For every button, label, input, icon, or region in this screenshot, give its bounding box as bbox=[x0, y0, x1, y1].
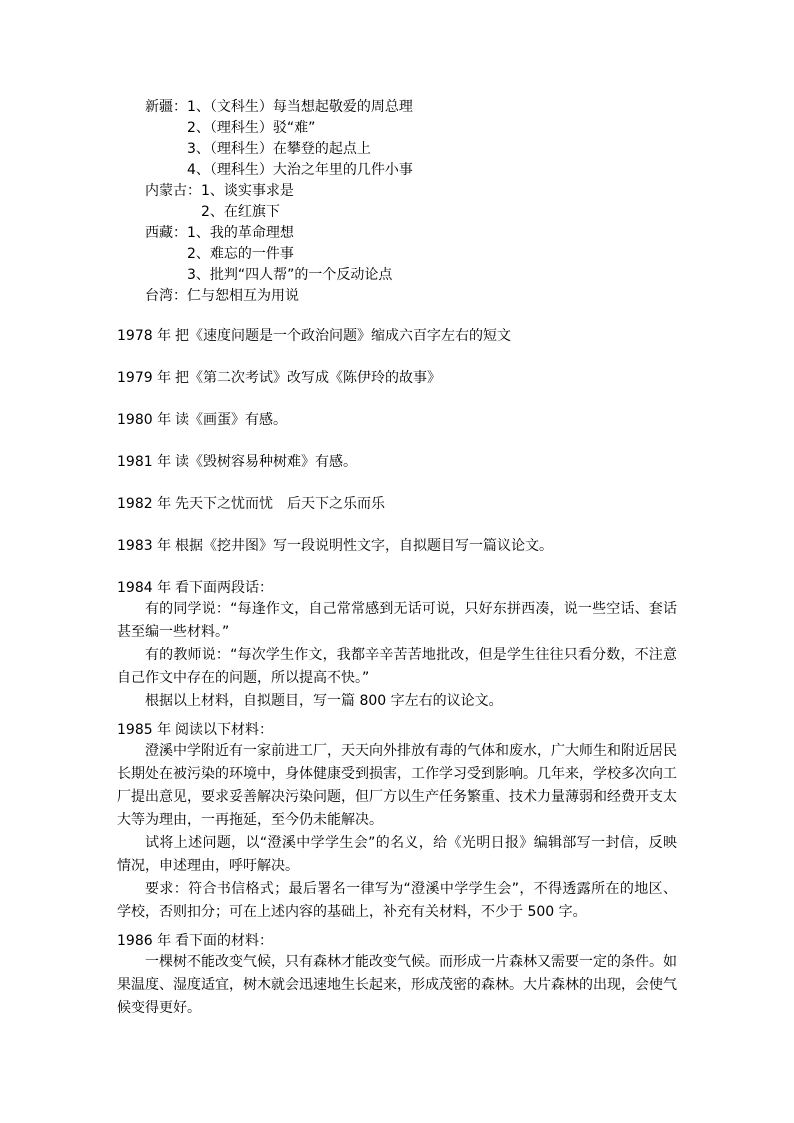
year-topic: 读《画蛋》有感。 bbox=[175, 412, 287, 428]
list-item: 仁与恕相互为用说 bbox=[187, 288, 299, 304]
year-topic: 把《速度问题是一个政治问题》缩成六百字左右的短文 bbox=[175, 328, 511, 344]
year-topic: 看下面两段话： bbox=[175, 580, 273, 596]
material-block-1985 bbox=[117, 740, 677, 924]
year-topic: 阅读以下材料： bbox=[175, 722, 273, 738]
list-item: 4、（理科生）大治之年里的几件小事 bbox=[187, 162, 413, 178]
list-item: 2、难忘的一件事 bbox=[187, 246, 294, 262]
region-label-xinjiang: 新疆： bbox=[145, 99, 187, 115]
year-label: 1984 年 bbox=[117, 580, 172, 596]
paragraph: 澄溪中学附近有一家前进工厂，天天向外排放有毒的气体和废水，广大师生和附近居民长期处在被污染的环境中，身体健康受到损害，工作学习受到影响。几年来，学校多次向工厂提出意见，要求妥善解决污染问题，但厂方以生产任务繁重、技术力量薄弱和经费开支太大等为理由，一再拖延，至今仍未能解决。 bbox=[117, 743, 677, 828]
year-label: 1980 年 bbox=[117, 412, 172, 428]
year-label: 1986 年 bbox=[117, 933, 172, 949]
year-label: 1983 年 bbox=[117, 538, 172, 554]
year-topic: 把《第二次考试》改写成《陈伊玲的故事》 bbox=[175, 370, 441, 386]
year-label: 1979 年 bbox=[117, 370, 172, 386]
paragraph: 要求：符合书信格式；最后署名一律写为“澄溪中学学生会”，不得透露所在的地区、学校，否则扣分；可在上述内容的基础上，补充有关材料，不少于 500 字。 bbox=[117, 881, 677, 920]
year-topic: 读《毁树容易种树难》有感。 bbox=[175, 454, 357, 470]
material-block-1986 bbox=[117, 951, 677, 1020]
paragraph: 根据以上材料，自拟题目，写一篇 800 字左右的议论文。 bbox=[145, 693, 503, 709]
list-item: 1、我的革命理想 bbox=[187, 225, 294, 241]
list-item: 2、在红旗下 bbox=[201, 204, 280, 220]
list-item: 1、谈实事求是 bbox=[201, 183, 294, 199]
year-label: 1981 年 bbox=[117, 454, 172, 470]
paragraph: 有的同学说：“每逢作文，自己常常感到无话可说，只好东拼西凑，说一些空话、套话甚至编一些材料。” bbox=[117, 601, 677, 640]
year-label: 1978 年 bbox=[117, 328, 172, 344]
region-label-taiwan: 台湾： bbox=[145, 288, 187, 304]
paragraph: 有的教师说：“每次学生作文，我都辛辛苦苦地批改，但是学生往往只看分数，不注意自己作文中存在的问题，所以提高不快。” bbox=[117, 647, 677, 686]
year-topic: 先天下之忧而忧 后天下之乐而乐 bbox=[175, 496, 385, 512]
list-item: 3、批判“四人帮”的一个反动论点 bbox=[187, 267, 393, 283]
region-label-neimenggu: 内蒙古： bbox=[145, 183, 201, 199]
list-item: 2、（理科生）驳“难” bbox=[187, 120, 316, 136]
paragraph: 一棵树不能改变气候，只有森林才能改变气候。而形成一片森林又需要一定的条件。如果温度、湿度适宜，树木就会迅速地生长起来，形成茂密的森林。大片森林的出现，会使气候变得更好。 bbox=[117, 954, 677, 1016]
paragraph: 试将上述问题，以“澄溪中学学生会”的名义，给《光明日报》编辑部写一封信，反映情况，申述理由，呼吁解决。 bbox=[117, 835, 677, 874]
material-block-1984 bbox=[117, 598, 677, 713]
year-label: 1985 年 bbox=[117, 722, 172, 738]
year-topic: 根据《挖井图》写一段说明性文字，自拟题目写一篇议论文。 bbox=[175, 538, 553, 554]
year-label: 1982 年 bbox=[117, 496, 172, 512]
year-topic: 看下面的材料： bbox=[175, 933, 273, 949]
region-label-xizang: 西藏： bbox=[145, 225, 187, 241]
list-item: 3、（理科生）在攀登的起点上 bbox=[187, 141, 371, 157]
list-item: 1、（文科生）每当想起敬爱的周总理 bbox=[187, 99, 413, 115]
